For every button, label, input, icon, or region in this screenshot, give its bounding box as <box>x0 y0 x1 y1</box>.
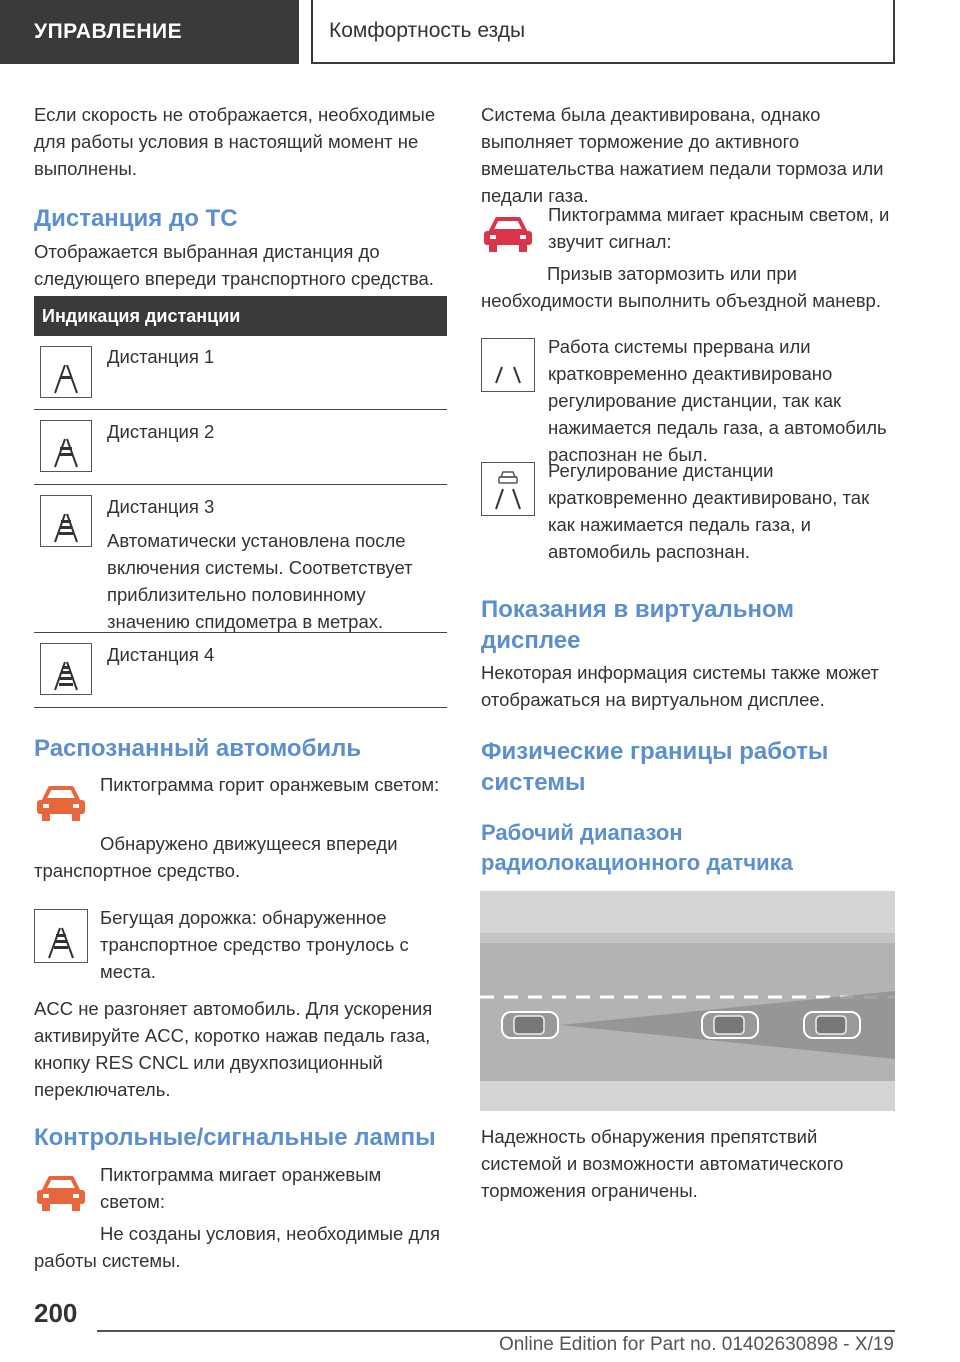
table-divider <box>34 707 447 708</box>
table-row-label: Дистанция 4 <box>107 644 215 665</box>
deactivated-paragraph: Система была деактивирована, однако выполняет торможение до активного вмешательства нажатием педали тормоза или педали газа. <box>481 104 884 206</box>
detected-paragraph: Обнаружено движущееся впереди транспортное средство. <box>34 833 398 881</box>
virtual-paragraph: Некоторая информация системы также может отображаться на виртуальном дисплее. <box>481 662 879 710</box>
table-divider <box>34 632 447 633</box>
reliability-paragraph: Надежность обнаружения препятствий системой и возможности автоматического торможения ограничены. <box>481 1126 844 1201</box>
distance-3-icon <box>40 495 92 547</box>
suspended-paragraph: Регулирование дистанции кратковременно деактивировано, так как нажимается педаль газа, и автомобиль распознан. <box>548 460 870 562</box>
distance-4-icon <box>40 643 92 695</box>
distance-paragraph: Отображается выбранная дистанция до следующего впереди транспортного средства. <box>34 241 434 289</box>
table-row-label: Дистанция 1 <box>107 346 215 367</box>
orange-car-icon <box>34 1172 88 1221</box>
interrupted-paragraph: Работа системы прервана или кратковременно деактивировано регулирование дистанции, так как нажимается педаль газа, а автомобиль распознан не был. <box>548 336 887 465</box>
lamps-paragraph: Не созданы условия, необходимые для работы системы. <box>34 1223 441 1271</box>
red-icon-text: Пиктограмма мигает красным светом, и звучит сигнал: <box>548 204 890 252</box>
distance-1-icon <box>40 346 92 398</box>
table-row-label: Дистанция 3 <box>107 496 215 517</box>
acc-paragraph: ACC не разгоняет автомобиль. Для ускорения активируйте ACC, коротко нажав педаль газа, кнопку RES CNCL или двухпозиционный переключатель. <box>34 998 433 1100</box>
own-car-icon <box>502 1012 558 1038</box>
chapter-title: Комфортность езды <box>311 0 895 64</box>
intro-paragraph: Если скорость не отображается, необходимые для работы условия в настоящий момент не выполнены. <box>34 104 436 179</box>
suspended-icon <box>481 462 535 516</box>
range-heading: Рабочий диапазон радиолокационного датчика <box>481 820 793 875</box>
footer-divider <box>97 1330 895 1332</box>
table-header: Индикация дистанции <box>34 296 447 336</box>
moving-paragraph: Бегущая дорожка: обнаруженное транспортное средство тронулось с места. <box>100 907 409 982</box>
table-row-label: Дистанция 2 <box>107 421 215 442</box>
vehicle-icon <box>702 1012 758 1038</box>
red-paragraph: Призыв затормозить или при необходимости выполнить объездной маневр. <box>481 263 881 311</box>
lamps-icon-text: Пиктограмма мигает оранжевым светом: <box>100 1164 382 1212</box>
lamps-heading: Контрольные/сигнальные лампы <box>34 1124 436 1151</box>
detected-heading: Распознанный автомобиль <box>34 735 362 762</box>
distance-2-icon <box>40 420 92 472</box>
edition-text: Online Edition for Part no. 01402630898 - X/19 <box>498 1334 894 1355</box>
vehicle-icon <box>804 1012 860 1038</box>
virtual-heading: Показания в виртуальном дисплее <box>481 596 795 654</box>
limits-heading: Физические границы работы системы <box>481 738 829 796</box>
moving-track-icon <box>34 909 88 963</box>
detected-icon-text: Пиктограмма горит оранжевым светом: <box>100 774 440 795</box>
distance-heading: Дистанция до ТС <box>34 205 238 232</box>
red-car-icon <box>481 213 535 262</box>
section-tab: УПРАВЛЕНИЕ <box>0 0 299 64</box>
table-divider <box>34 409 447 410</box>
table-divider <box>34 484 447 485</box>
interrupted-icon <box>481 338 535 392</box>
page-number: 200 <box>34 1298 78 1328</box>
radar-range-diagram <box>480 891 895 1111</box>
orange-car-icon <box>34 782 88 831</box>
table-row-description: Автоматически установлена после включения системы. Соответствует приблизительно половинному значению спидометра в метрах. <box>107 530 413 632</box>
